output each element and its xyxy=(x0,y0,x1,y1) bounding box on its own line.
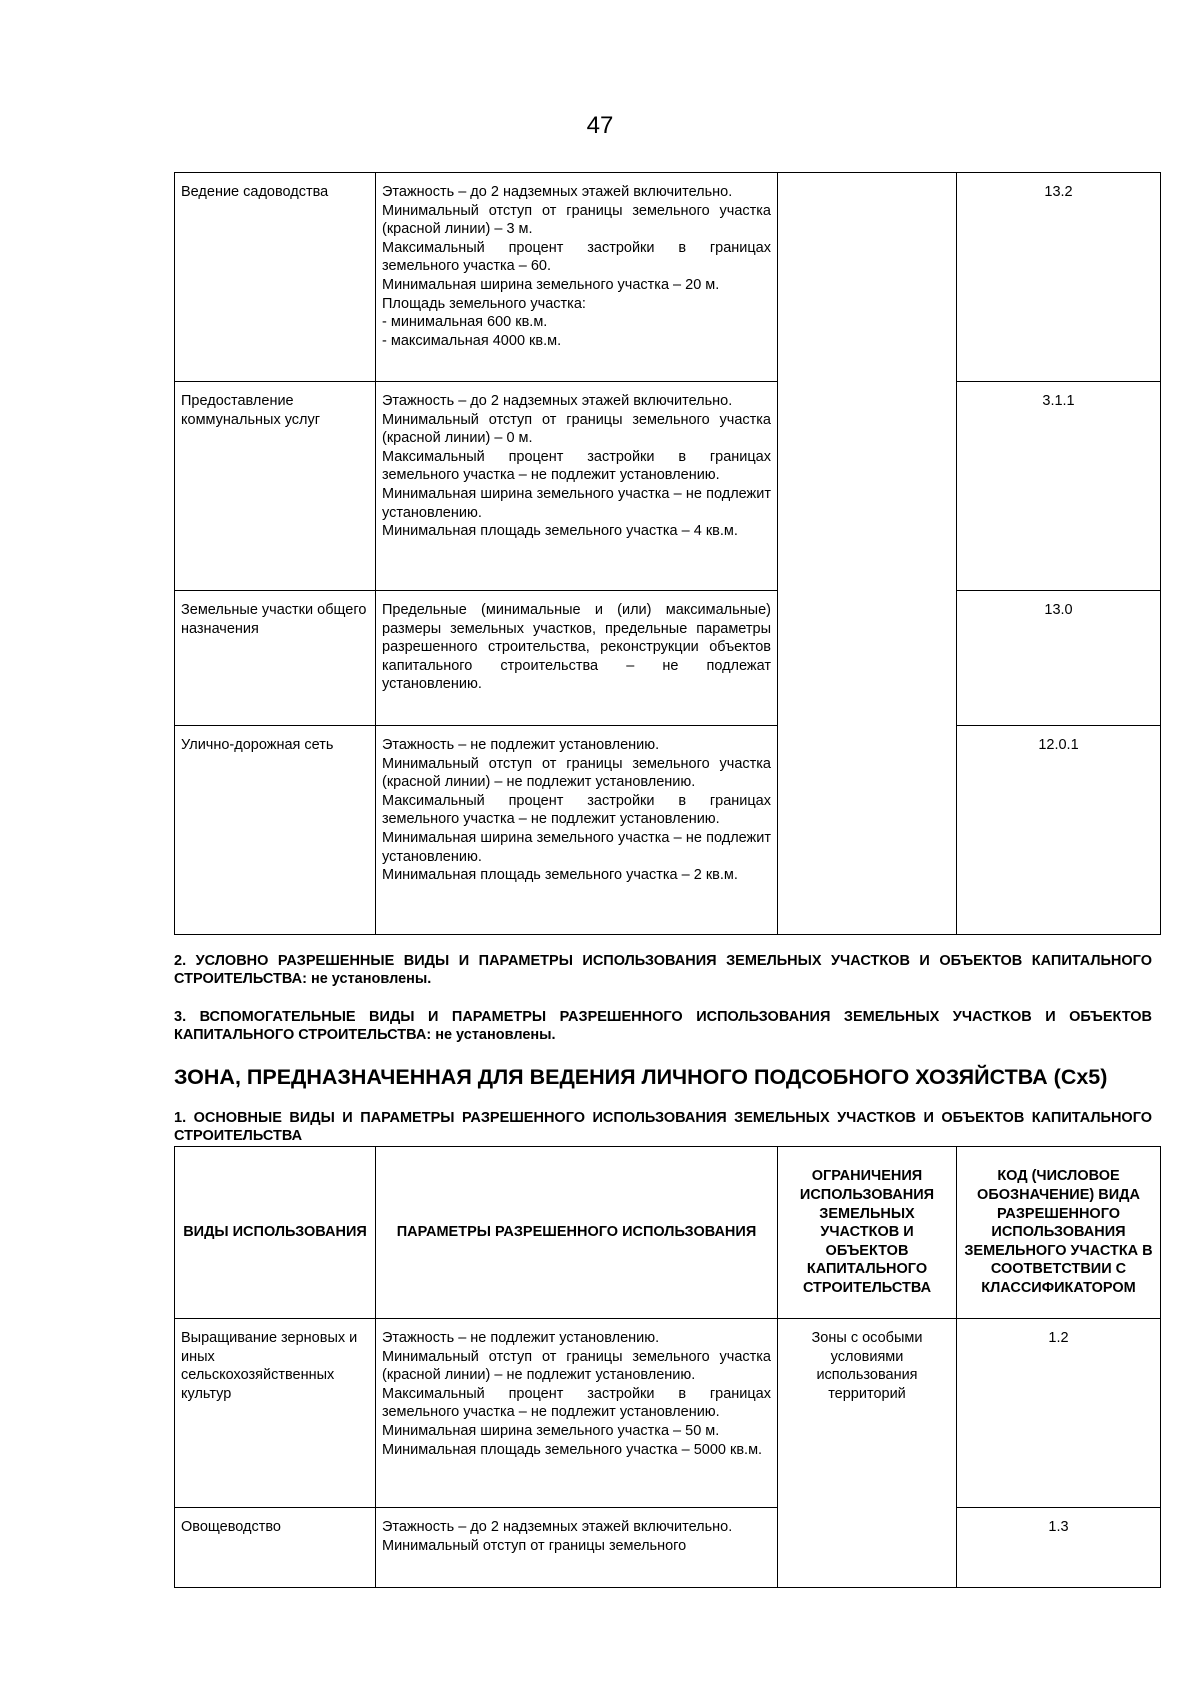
section-3-heading: 3. ВСПОМОГАТЕЛЬНЫЕ ВИДЫ И ПАРАМЕТРЫ РАЗРЕШЕННОГО ИСПОЛЬЗОВАНИЯ ЗЕМЕЛЬНЫХ УЧАСТКОВ И ОБЪЕКТОВ КАПИТАЛЬНОГО СТРОИТЕЛЬСТВА: не установлены. xyxy=(174,1009,1152,1043)
code-cell: 1.3 xyxy=(957,1508,1161,1588)
zone-title: ЗОНА, ПРЕДНАЗНАЧЕННАЯ ДЛЯ ВЕДЕНИЯ ЛИЧНОГО ПОДСОБНОГО ХОЗЯЙСТВА (Сх5) xyxy=(174,1065,1108,1089)
code-cell: 1.2 xyxy=(957,1319,1161,1508)
use-type-cell: Выращивание зерновых и иных сельскохозяйственных культур xyxy=(175,1319,376,1508)
param-line: Минимальная ширина земельного участка – 50 м. xyxy=(382,1422,720,1439)
header-restrictions: ОГРАНИЧЕНИЯ ИСПОЛЬЗОВАНИЯ ЗЕМЕЛЬНЫХ УЧАСТКОВ И ОБЪЕКТОВ КАПИТАЛЬНОГО СТРОИТЕЛЬСТВА xyxy=(778,1147,957,1319)
page-number: 47 xyxy=(586,112,614,139)
code-cell: 12.0.1 xyxy=(957,726,1161,935)
param-line: Минимальная ширина земельного участка – не подлежит установлению. xyxy=(382,485,771,521)
param-line: Минимальная ширина земельного участка – не подлежит установлению. xyxy=(382,829,771,865)
param-line: Минимальный отступ от границы земельного участка (красной линии) – не подлежит установлению. xyxy=(382,1348,771,1384)
section-2-heading: 2. УСЛОВНО РАЗРЕШЕННЫЕ ВИДЫ И ПАРАМЕТРЫ ИСПОЛЬЗОВАНИЯ ЗЕМЕЛЬНЫХ УЧАСТКОВ И ОБЪЕКТОВ КАПИТАЛЬНОГО СТРОИТЕЛЬСТВА: не установлены. xyxy=(174,953,1152,987)
param-line: - минимальная 600 кв.м. xyxy=(382,314,548,331)
params-cell xyxy=(376,173,778,382)
param-line: Максимальный процент застройки в границах земельного участка – не подлежит установлению. xyxy=(382,448,771,484)
section-1-heading: 1. ОСНОВНЫЕ ВИДЫ И ПАРАМЕТРЫ РАЗРЕШЕННОГО ИСПОЛЬЗОВАНИЯ ЗЕМЕЛЬНЫХ УЧАСТКОВ И ОБЪЕКТОВ КАПИТАЛЬНОГО СТРОИТЕЛЬСТВА xyxy=(174,1110,1152,1144)
param-line: Максимальный процент застройки в границах земельного участка – 60. xyxy=(382,239,771,275)
param-line: Минимальный отступ от границы земельного участка (красной линии) – 0 м. xyxy=(382,411,771,447)
param-line: Этажность – до 2 надземных этажей включительно. xyxy=(382,184,733,200)
use-type-cell: Овощеводство xyxy=(175,1508,376,1588)
param-line: Минимальный отступ от границы земельного участка (красной линии) – не подлежит установлению. xyxy=(382,755,771,791)
use-type-cell: Улично-дорожная сеть xyxy=(175,726,376,935)
param-line: Минимальная площадь земельного участка – 5000 кв.м. xyxy=(382,1441,763,1458)
use-type-cell: Земельные участки общего назначения xyxy=(175,591,376,726)
params-cell xyxy=(376,1319,778,1508)
params-cell xyxy=(376,382,778,591)
params-cell xyxy=(376,591,778,726)
use-type-cell: Ведение садоводства xyxy=(175,173,376,382)
params-cell xyxy=(376,1508,778,1588)
param-line: Минимальный отступ от границы земельного xyxy=(382,1537,687,1554)
param-line: Максимальный процент застройки в границах земельного участка – не подлежит установлению. xyxy=(382,1385,771,1421)
table-main-uses xyxy=(174,1146,1161,1588)
restrictions-cell: Зоны с особыми условиями использования территорий xyxy=(778,1319,957,1588)
restrictions-cell xyxy=(778,173,957,935)
table-row xyxy=(175,382,1161,591)
table-row xyxy=(175,173,1161,382)
code-cell: 13.0 xyxy=(957,591,1161,726)
param-line: Минимальная площадь земельного участка – 4 кв.м. xyxy=(382,523,738,540)
table-header-row xyxy=(175,1147,1161,1319)
table-main-uses-continued xyxy=(174,172,1161,935)
header-code: КОД (ЧИСЛОВОЕ ОБОЗНАЧЕНИЕ) ВИДА РАЗРЕШЕННОГО ИСПОЛЬЗОВАНИЯ ЗЕМЕЛЬНОГО УЧАСТКА В СООТВЕТСТВИИ С КЛАССИФИКАТОРОМ xyxy=(957,1147,1161,1319)
param-line: Минимальная ширина земельного участка – 20 м. xyxy=(382,276,720,293)
table-row xyxy=(175,1319,1161,1508)
param-line: Этажность – до 2 надземных этажей включительно. xyxy=(382,1519,733,1535)
code-cell: 13.2 xyxy=(957,173,1161,382)
use-type-cell: Предоставление коммунальных услуг xyxy=(175,382,376,591)
param-line: Предельные (минимальные и (или) максимальные) размеры земельных участков, предельные параметры разрешенного строительства, реконструкции объектов капитального строительства – не подлежат установлению. xyxy=(382,602,771,693)
table-row xyxy=(175,1508,1161,1588)
param-line: Этажность – до 2 надземных этажей включительно. xyxy=(382,393,733,409)
code-cell: 3.1.1 xyxy=(957,382,1161,591)
params-cell xyxy=(376,726,778,935)
header-params: ПАРАМЕТРЫ РАЗРЕШЕННОГО ИСПОЛЬЗОВАНИЯ xyxy=(376,1147,778,1319)
param-line: Площадь земельного участка: xyxy=(382,295,586,312)
param-line: Этажность – не подлежит установлению. xyxy=(382,1330,660,1346)
param-line: - максимальная 4000 кв.м. xyxy=(382,332,562,349)
param-line: Максимальный процент застройки в границах земельного участка – не подлежит установлению. xyxy=(382,792,771,828)
header-use-types: ВИДЫ ИСПОЛЬЗОВАНИЯ xyxy=(175,1147,376,1319)
param-line: Минимальная площадь земельного участка – 2 кв.м. xyxy=(382,867,738,884)
table-row xyxy=(175,726,1161,935)
param-line: Минимальный отступ от границы земельного участка (красной линии) – 3 м. xyxy=(382,202,771,238)
param-line: Этажность – не подлежит установлению. xyxy=(382,737,660,753)
table-row xyxy=(175,591,1161,726)
